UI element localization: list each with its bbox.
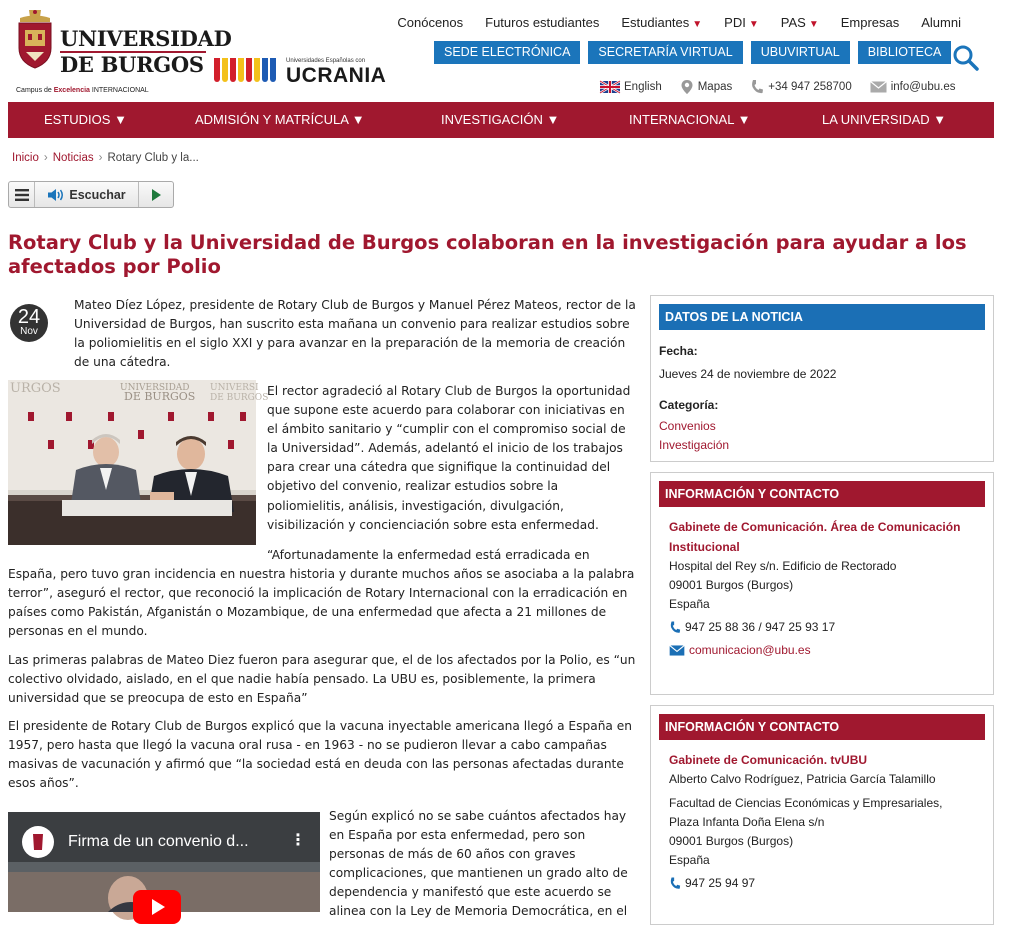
logo-line-1: UNIVERSIDAD bbox=[60, 26, 232, 51]
top-nav-alumni[interactable] bbox=[910, 15, 972, 30]
breadcrumb-news[interactable]: Noticias bbox=[52, 152, 94, 164]
shield-crest-icon bbox=[16, 8, 54, 70]
news-data-heading: DATOS DE LA NOTICIA bbox=[659, 304, 985, 330]
language-link[interactable] bbox=[600, 81, 662, 93]
player-menu-button[interactable] bbox=[9, 182, 35, 207]
top-nav-label: Estudiantes bbox=[621, 15, 690, 30]
svg-text:UNIVERSI: UNIVERSI bbox=[210, 383, 259, 393]
contact-heading: INFORMACIÓN Y CONTACTO bbox=[659, 481, 985, 507]
phone-icon bbox=[669, 876, 681, 891]
nav-estudios[interactable]: ESTUDIOS ▼ bbox=[44, 112, 127, 127]
breadcrumb bbox=[12, 152, 199, 164]
nav-label: INVESTIGACIÓN bbox=[441, 112, 543, 127]
contact-panel-institutional bbox=[650, 472, 994, 695]
contact-body bbox=[651, 507, 993, 670]
phone-icon bbox=[669, 620, 681, 635]
article-paragraph: Mateo Díez López, presidente de Rotary Club de Burgos y Manuel Pérez Mateos, rector de la Universidad de Burgos, han suscrito esta mañana un convenio para realizar estudios sobre la poliomielitis en el siglo XXI y para avanzar en la preparación de la memoria de creación de una cátedra. bbox=[74, 298, 636, 370]
ucrania-subtitle: Universidades Españolas con bbox=[286, 58, 366, 64]
logo-tag-bold: Excelencia bbox=[53, 87, 90, 94]
nav-label: ADMISIÓN Y MATRÍCULA bbox=[195, 112, 349, 127]
signing-photo[interactable] bbox=[8, 380, 269, 545]
contact-phone-row bbox=[669, 874, 985, 893]
email-link[interactable] bbox=[870, 81, 956, 93]
ubuvirtual-button[interactable]: UBUVIRTUAL bbox=[751, 41, 850, 64]
top-nav-label: PDI bbox=[724, 15, 746, 30]
logo-tagline bbox=[16, 87, 149, 94]
category-link-convenios[interactable]: Convenios bbox=[659, 419, 716, 433]
search-icon[interactable] bbox=[952, 44, 980, 72]
news-data-panel bbox=[650, 295, 994, 462]
top-nav-pdi[interactable] bbox=[713, 15, 770, 30]
contact-address-line: Hospital del Rey s/n. Edificio de Rectorado bbox=[669, 559, 897, 573]
maps-link[interactable] bbox=[680, 79, 733, 95]
nav-internacional[interactable]: INTERNACIONAL ▼ bbox=[629, 112, 751, 127]
logo-tag-prefix: Campus de bbox=[16, 87, 54, 94]
contact-heading: INFORMACIÓN Y CONTACTO bbox=[659, 714, 985, 740]
menu-icon bbox=[15, 189, 29, 201]
video-title[interactable]: Firma de un convenio d... bbox=[68, 833, 249, 850]
top-nav-conocenos[interactable] bbox=[386, 15, 474, 30]
email-label: info@ubu.es bbox=[890, 81, 956, 93]
breadcrumb-home[interactable]: Inicio bbox=[12, 152, 39, 164]
top-nav-label: Futuros estudiantes bbox=[485, 15, 600, 30]
dropdown-triangle-icon: ▼ bbox=[692, 19, 703, 30]
phone-link[interactable] bbox=[750, 79, 851, 95]
contact-address-line: 09001 Burgos (Burgos) bbox=[669, 578, 794, 592]
svg-text:DE BURGOS: DE BURGOS bbox=[124, 390, 196, 403]
contact-body bbox=[651, 740, 993, 903]
nav-label: ESTUDIOS bbox=[44, 112, 111, 127]
breadcrumb-current: Rotary Club y la... bbox=[107, 152, 199, 164]
top-nav-label: Alumni bbox=[921, 15, 961, 30]
youtube-play-icon[interactable] bbox=[133, 890, 181, 924]
date-badge bbox=[10, 304, 48, 342]
nav-la-universidad[interactable]: LA UNIVERSIDAD ▼ bbox=[822, 112, 947, 127]
article-paragraph: Las primeras palabras de Mateo Diez fueron para asegurar que, el de los afectados por la Polio, es “un colectivo olvidado, aislado, en el que nadie había pensado. La UBU es, posiblemente, la primera universidad que se preocupa de esto en España” bbox=[8, 653, 636, 706]
nav-admision-matricula[interactable]: ADMISIÓN Y MATRÍCULA ▼ bbox=[195, 112, 365, 127]
uk-flag-icon bbox=[600, 81, 620, 93]
video-embed[interactable] bbox=[8, 812, 320, 912]
top-nav-label: Conócenos bbox=[397, 15, 464, 30]
mail-icon bbox=[669, 645, 685, 656]
secretaria-virtual-button[interactable]: SECRETARÍA VIRTUAL bbox=[588, 41, 742, 64]
listen-player bbox=[8, 181, 174, 208]
top-nav-estudiantes[interactable] bbox=[610, 15, 713, 30]
contact-address-line: España bbox=[669, 597, 710, 611]
ucrania-logo[interactable] bbox=[214, 56, 387, 90]
breadcrumb-separator: › bbox=[98, 152, 103, 164]
listen-button[interactable] bbox=[35, 182, 139, 207]
article-paragraph: El presidente de Rotary Club de Burgos explicó que la vacuna inyectable americana llegó a España en 1957, pero hasta que llegó la vacuna oral rusa - en 1963 - no se pudieron llevar a cabo campañas masivas de vacunación y afirmó que “la sociedad está en deuda con las personas afectadas durante esos años”. bbox=[8, 719, 632, 791]
logo-line-2: DE BURGOS bbox=[60, 52, 204, 77]
ucrania-title: UCRANIA bbox=[286, 64, 387, 87]
article-paragraph: “Afortunadamente la enfermedad está erradicada en España, pero tuvo gran incidencia en nuestra historia y durante muchos años se asociaba a la palabra terror”, aseguró el rector, que reconoció la implicación de Rotary Internacional con la erradicación en países como Pakistán, Afganistán o Mozambique, de una enfermedad que afecta a 21 millones de personas en el mundo. bbox=[8, 548, 635, 639]
top-nav-empresas[interactable] bbox=[830, 15, 911, 30]
article-paragraph: Según explicó no se sabe cuántos afectados hay en España por esta enfermedad, pero son personas de más de 60 años con graves complicaciones, que mantienen un grado alto de dependencia y manifestó que este acuerdo se alinea con la Ley de Memoria Democrática, en el bbox=[329, 809, 628, 919]
svg-text:DE BURGOS: DE BURGOS bbox=[210, 393, 269, 403]
contact-organization: Gabinete de Comunicación. Área de Comunicación Institucional bbox=[669, 520, 961, 554]
article-title: Rotary Club y la Universidad de Burgos colaboran en la investigación para ayudar a los afectados por Polio bbox=[8, 231, 967, 278]
quick-access-buttons bbox=[434, 41, 951, 64]
date-day: 24 bbox=[17, 306, 41, 328]
maps-label: Mapas bbox=[697, 81, 733, 93]
category-label: Categoría: bbox=[659, 398, 719, 412]
svg-text:UNIVERSIDAD: UNIVERSIDAD bbox=[120, 383, 190, 393]
nav-label: INTERNACIONAL bbox=[629, 112, 734, 127]
dropdown-triangle-icon: ▼ bbox=[748, 19, 759, 30]
top-nav-pas[interactable] bbox=[770, 15, 830, 30]
contact-people: Alberto Calvo Rodríguez, Patricia García Talamillo bbox=[669, 772, 936, 786]
top-navigation bbox=[386, 15, 972, 30]
top-nav-label: PAS bbox=[780, 15, 806, 30]
dropdown-triangle-icon: ▼ bbox=[808, 19, 819, 30]
news-data-body bbox=[651, 330, 993, 465]
logo-tag-suffix: INTERNACIONAL bbox=[89, 87, 149, 94]
contact-phone-row bbox=[669, 618, 985, 637]
player-play-button[interactable] bbox=[139, 182, 173, 207]
contact-panel-tvubu bbox=[650, 705, 994, 925]
video-more-icon[interactable]: ⋮ bbox=[290, 830, 306, 849]
contact-address-line: 09001 Burgos (Burgos) bbox=[669, 834, 794, 848]
university-name bbox=[60, 28, 232, 76]
language-label: English bbox=[624, 81, 662, 93]
top-nav-label: Empresas bbox=[840, 15, 900, 30]
breadcrumb-separator: › bbox=[43, 152, 48, 164]
header-contact-row bbox=[600, 79, 955, 95]
date-month: Nov bbox=[20, 326, 38, 337]
site-header bbox=[0, 0, 1024, 100]
sede-electronica-button[interactable]: SEDE ELECTRÓNICA bbox=[434, 41, 580, 64]
mail-icon bbox=[870, 81, 887, 93]
article-paragraph: El rector agradeció al Rotary Club de Burgos la oportunidad que supone este acuerdo para colaborar con iniciativas en el ámbito sanitario y “cumplir con el compromiso social de la Universidad”. Además, adelantó el inicio de los trabajos para crear una cátedra que signifique la continuidad del objetivo del convenio, realizar estudios sobre la poliomielitis, análisis, investigación, divulgación, visibilización y concienciación sobre esta enfermedad. bbox=[267, 384, 631, 532]
contact-address-line: Plaza Infanta Doña Elena s/n bbox=[669, 815, 825, 829]
phone-label: +34 947 258700 bbox=[768, 81, 852, 93]
contact-organization: Gabinete de Comunicación. tvUBU bbox=[669, 753, 868, 767]
date-label: Fecha: bbox=[659, 344, 698, 358]
nav-label: LA UNIVERSIDAD bbox=[822, 112, 930, 127]
nav-investigacion[interactable]: INVESTIGACIÓN ▼ bbox=[441, 112, 560, 127]
date-value: Jueves 24 de noviembre de 2022 bbox=[659, 367, 837, 381]
main-navigation bbox=[8, 102, 994, 138]
contact-email-row bbox=[669, 641, 985, 660]
phone-icon bbox=[750, 79, 764, 95]
listen-label: Escuchar bbox=[69, 187, 126, 202]
ucrania-bars bbox=[214, 58, 276, 82]
signing-photo-illustration bbox=[8, 380, 269, 545]
map-pin-icon bbox=[680, 79, 694, 95]
speaker-icon bbox=[47, 188, 65, 202]
biblioteca-button[interactable]: BIBLIOTECA bbox=[858, 41, 952, 64]
contact-phone: 947 25 88 36 / 947 25 93 17 bbox=[685, 620, 836, 634]
category-link-investigacion[interactable]: Investigación bbox=[659, 438, 730, 452]
contact-address-line: Facultad de Ciencias Económicas y Empresariales, bbox=[669, 796, 943, 810]
play-icon bbox=[151, 189, 161, 201]
contact-phone: 947 25 94 97 bbox=[685, 876, 756, 890]
contact-email-link[interactable]: comunicacion@ubu.es bbox=[689, 643, 811, 657]
svg-text:URGOS: URGOS bbox=[10, 381, 61, 396]
university-logo[interactable] bbox=[16, 6, 232, 96]
contact-address-line: España bbox=[669, 853, 710, 867]
top-nav-futuros-estudiantes[interactable] bbox=[474, 15, 610, 30]
